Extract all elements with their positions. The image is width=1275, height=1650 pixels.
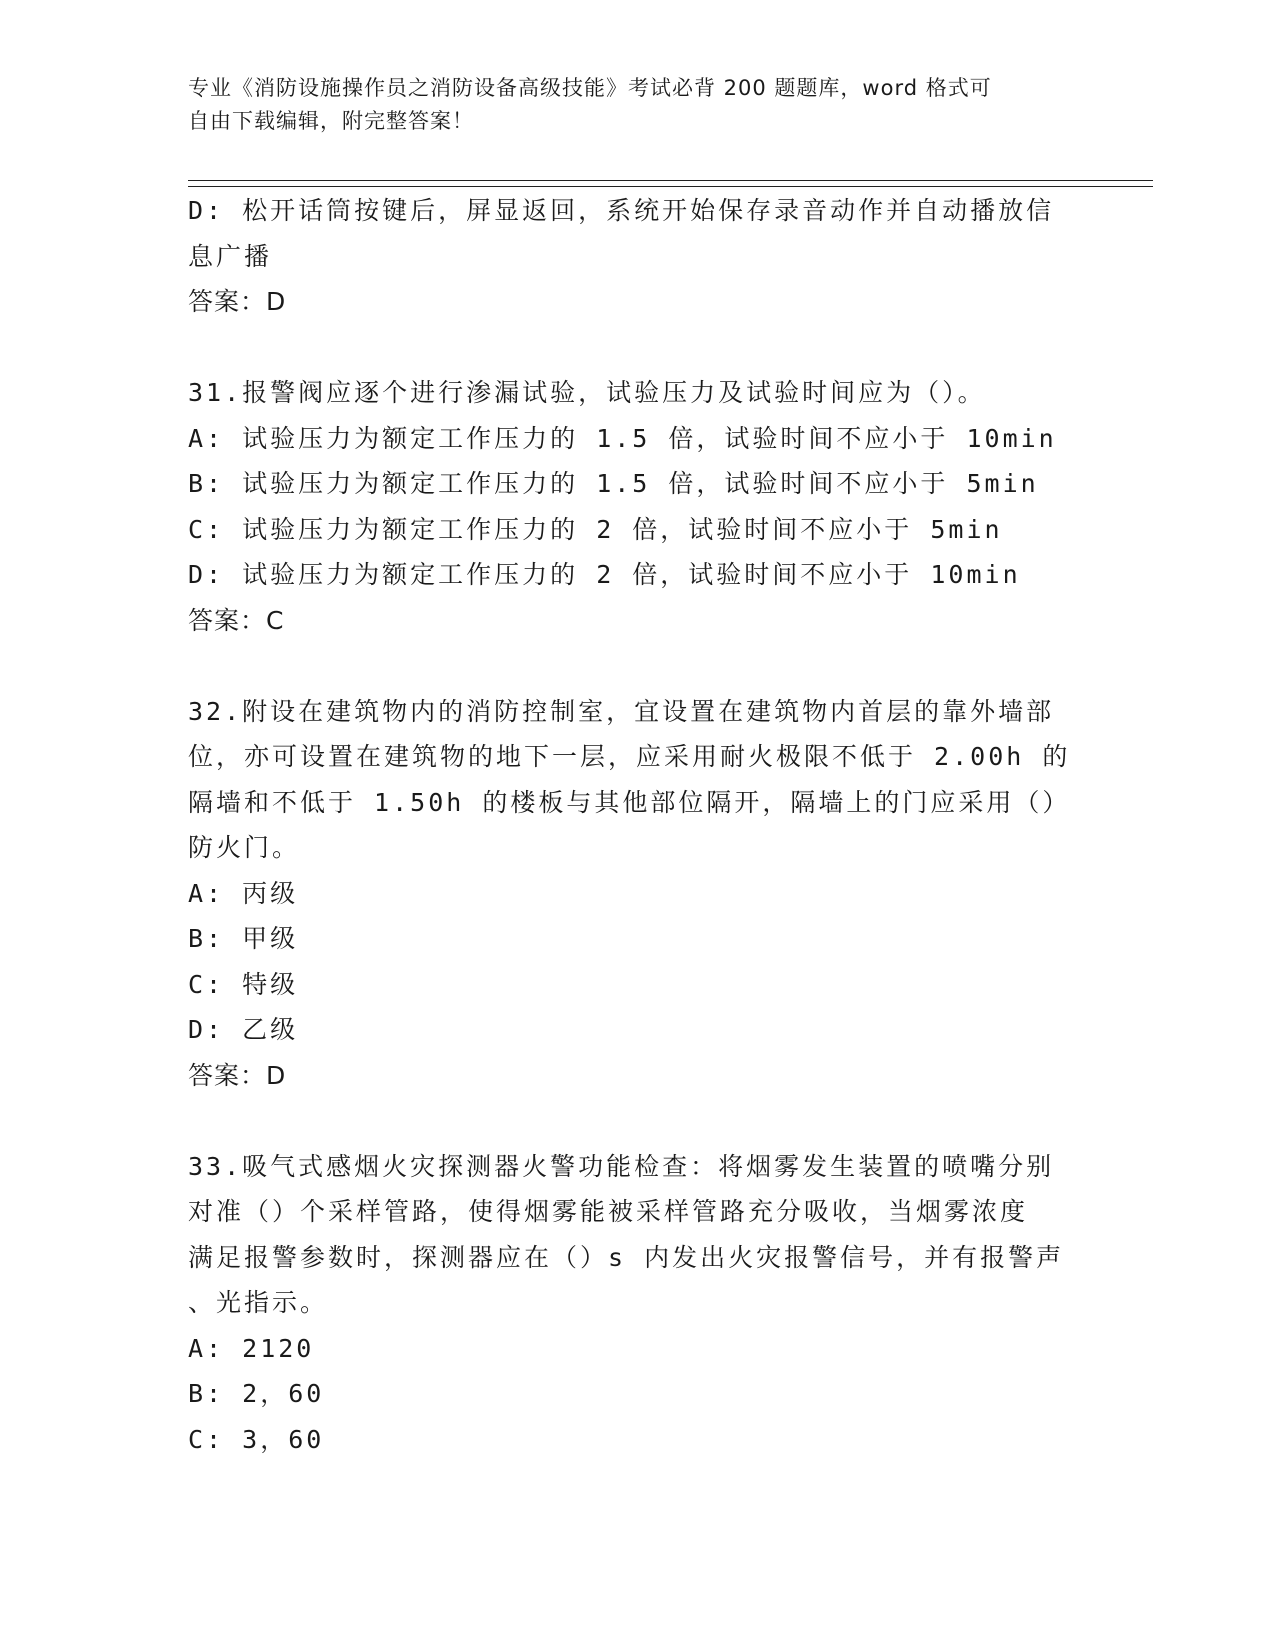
question-stem-32-line-4: 防火门。 bbox=[188, 833, 301, 862]
option-d-line-1: D: 松开话筒按键后，屏显返回，系统开始保存录音动作并自动播放信 bbox=[188, 196, 1055, 225]
question-stem-32-line-2: 位，亦可设置在建筑物的地下一层，应采用耐火极限不低于 2.00h 的 bbox=[188, 742, 1071, 771]
answer-line: 答案：C bbox=[188, 605, 285, 635]
option-b: B: 2，60 bbox=[188, 1379, 325, 1408]
option-d-line-2: 息广播 bbox=[188, 241, 273, 271]
spacer bbox=[188, 643, 1088, 689]
answer-line: 答案：D bbox=[188, 287, 287, 316]
question-stem-33-line-1: 33.吸气式感烟火灾探测器火警功能检查：将烟雾发生装置的喷嘴分别 bbox=[188, 1151, 1055, 1181]
question-stem-32-line-1: 32.附设在建筑物内的消防控制室，宜设置在建筑物内首层的靠外墙部 bbox=[188, 696, 1055, 726]
spacer bbox=[188, 1098, 1088, 1144]
header-line-1: 专业《消防设施操作员之消防设备高级技能》考试必背 200 题题库，word 格式可 bbox=[188, 76, 992, 100]
header-divider-bottom bbox=[188, 186, 1153, 187]
question-stem-32-line-3: 隔墙和不低于 1.50h 的楼板与其他部位隔开，隔墙上的门应采用（） bbox=[188, 787, 1071, 817]
option-a: A: 2120 bbox=[188, 1333, 315, 1363]
option-a: A: 试验压力为额定工作压力的 1.5 倍，试验时间不应小于 10min bbox=[188, 423, 1057, 453]
option-a: A: 丙级 bbox=[188, 878, 299, 908]
question-stem-31: 31.报警阀应逐个进行渗漏试验，试验压力及试验时间应为（）。 bbox=[188, 378, 986, 407]
answer-line: 答案：D bbox=[188, 1060, 287, 1090]
header-divider-top bbox=[188, 180, 1153, 181]
option-d: D: 试验压力为额定工作压力的 2 倍，试验时间不应小于 10min bbox=[188, 560, 1021, 589]
option-c: C: 特级 bbox=[188, 969, 299, 999]
spacer bbox=[188, 325, 1088, 371]
question-stem-33-line-2: 对准（）个采样管路，使得烟雾能被采样管路充分吸收，当烟雾浓度 bbox=[188, 1197, 1029, 1226]
option-c: C: 3，60 bbox=[188, 1424, 325, 1454]
question-stem-33-line-3: 满足报警参数时，探测器应在（）s 内发出火灾报警信号，并有报警声 bbox=[188, 1242, 1065, 1272]
question-content bbox=[188, 188, 1088, 1462]
option-c: C: 试验压力为额定工作压力的 2 倍，试验时间不应小于 5min bbox=[188, 514, 1003, 544]
option-b: B: 甲级 bbox=[188, 924, 299, 953]
option-b: B: 试验压力为额定工作压力的 1.5 倍，试验时间不应小于 5min bbox=[188, 469, 1039, 498]
option-d: D: 乙级 bbox=[188, 1015, 299, 1044]
question-stem-33-line-4: 、光指示。 bbox=[188, 1288, 329, 1317]
header-line-2: 自由下载编辑，附完整答案！ bbox=[188, 109, 474, 133]
page-header bbox=[188, 72, 1088, 138]
